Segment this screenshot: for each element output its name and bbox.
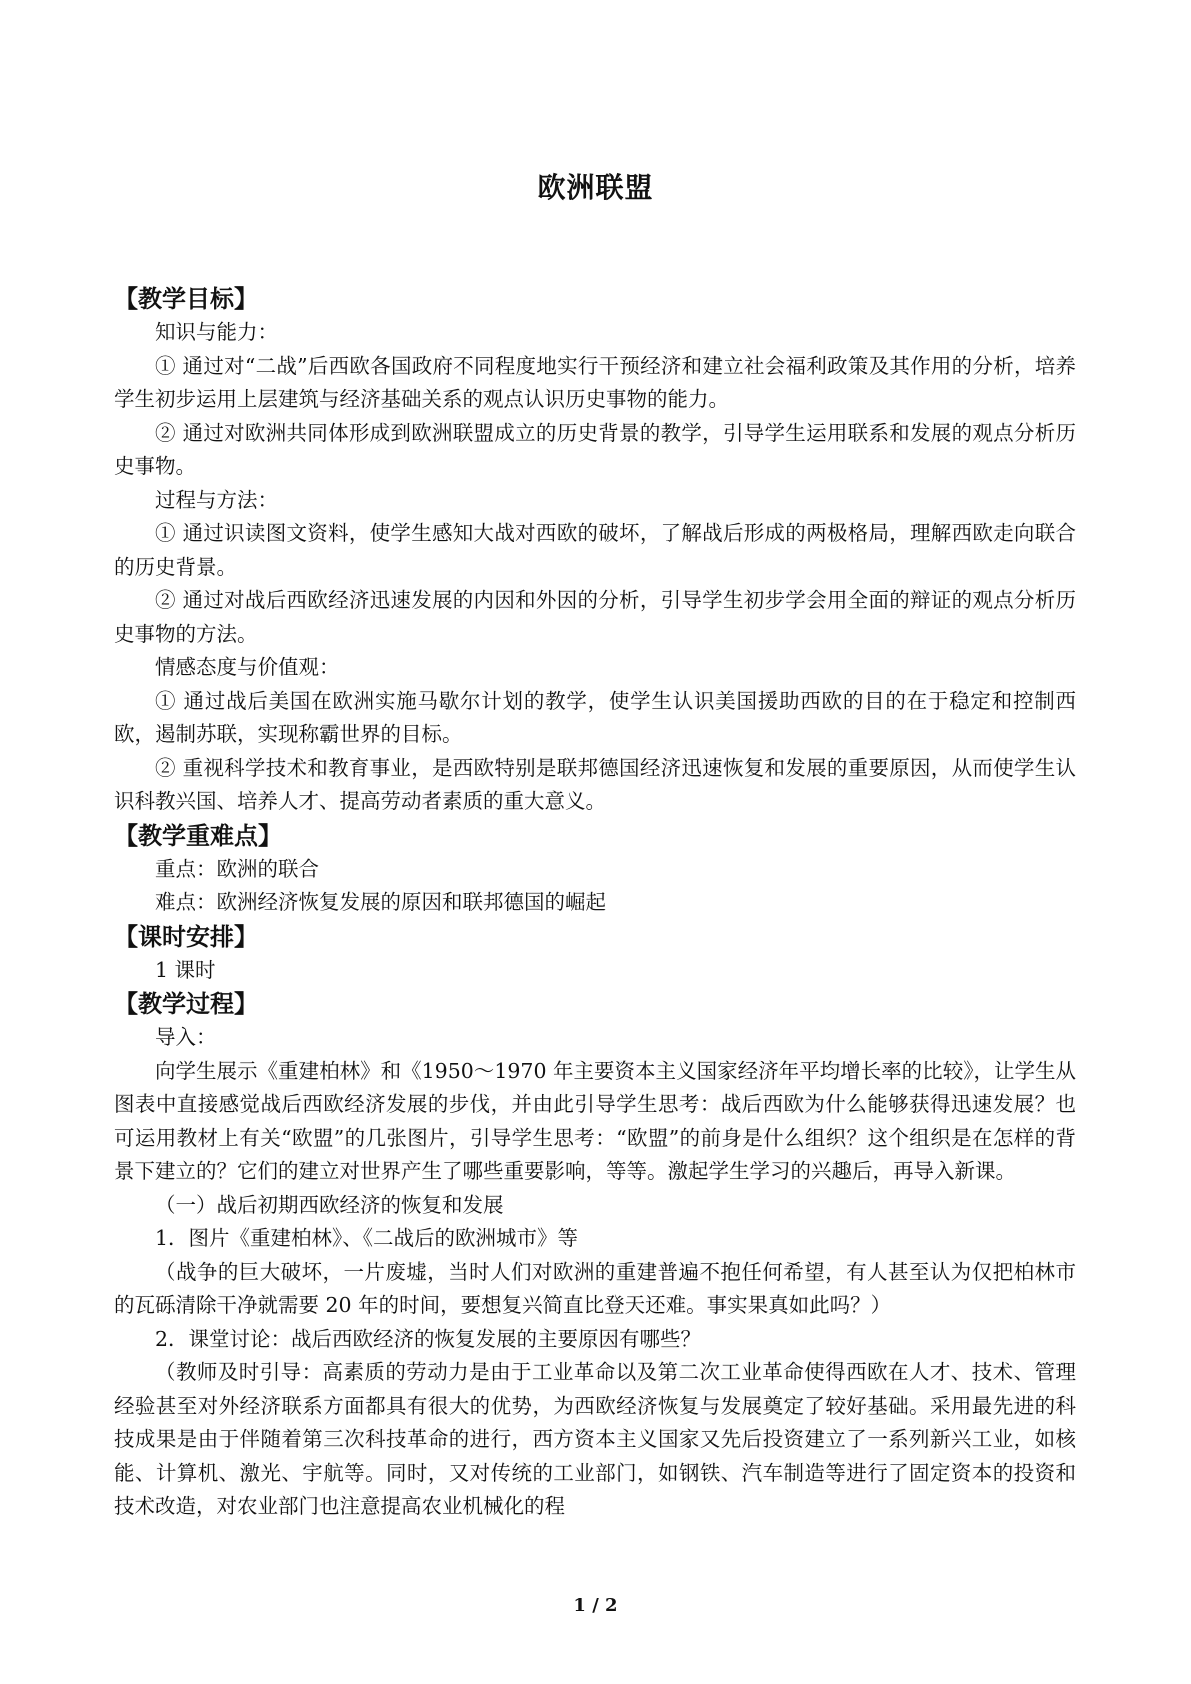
document-body xyxy=(114,282,1076,1524)
subheading-process: 过程与方法： xyxy=(155,487,278,512)
section-heading-schedule: 【课时安排】 xyxy=(114,922,258,951)
paragraph-knowledge-1: ① 通过对“二战”后西欧各国政府不同程度地实行干预经济和建立社会福利政策及其作用的分析，培养学生初步运用上层建筑与经济基础关系的观点认识历史事物的能力。 xyxy=(114,353,1076,411)
section-heading-key-points: 【教学重难点】 xyxy=(114,821,282,850)
paragraph-process-1: ① 通过识读图文资料，使学生感知大战对西欧的破坏，了解战后形成的两极格局，理解西欧走向联合的历史背景。 xyxy=(114,521,1076,579)
paragraph-attitude-1: ① 通过战后美国在欧洲实施马歇尔计划的教学，使学生认识美国援助西欧的目的在于稳定和控制西欧，遏制苏联，实现称霸世界的目标。 xyxy=(114,688,1076,746)
page-title: 欧洲联盟 xyxy=(537,171,654,204)
paragraph-item-2-note: （教师及时引导：高素质的劳动力是由于工业革命以及第二次工业革命使得西欧在人才、技术、管理经验甚至对外经济联系方面都具有很大的优势，为西欧经济恢复与发展奠定了较好基础。采用最先进的科技成果是由于伴随着第三次科技革命的进行，西方资本主义国家又先后投资建立了一系列新兴工业，如核能、计算机、激光、宇航等。同时，又对传统的工业部门，如钢铁、汽车制造等进行了固定资本的投资和技术改造，对农业部门也注意提高农业机械化的程 xyxy=(114,1360,1076,1518)
paragraph-process-2: ② 通过对战后西欧经济迅速发展的内因和外因的分析，引导学生初步学会用全面的辩证的观点分析历史事物的方法。 xyxy=(114,588,1076,646)
section-heading-process: 【教学过程】 xyxy=(114,990,258,1018)
page-number: 1 / 2 xyxy=(573,1595,618,1616)
section-heading-goals: 【教学目标】 xyxy=(114,285,258,313)
list-item-1: 1．图片《重建柏林》、《二战后的欧洲城市》等 xyxy=(155,1226,579,1250)
paragraph-knowledge-2: ② 通过对欧洲共同体形成到欧洲联盟成立的历史背景的教学，引导学生运用联系和发展的观点分析历史事物。 xyxy=(114,420,1076,478)
paragraph-difficult-point: 难点：欧洲经济恢复发展的原因和联邦德国的崛起 xyxy=(155,890,606,914)
subheading-attitude: 情感态度与价值观： xyxy=(155,655,340,679)
paragraph-key-point: 重点：欧洲的联合 xyxy=(155,856,319,881)
subheading-part-1: （一）战后初期西欧经济的恢复和发展 xyxy=(155,1192,504,1217)
paragraph-hours: 1 课时 xyxy=(155,957,216,982)
paragraph-item-1-note: （战争的巨大破坏，一片废墟，当时人们对欧洲的重建普遍不抱任何希望，有人甚至认为仅把柏林市的瓦砾清除干净就需要 20 年的时间，要想复兴简直比登天还难。事实果真如此吗？） xyxy=(114,1259,1076,1317)
paragraph-attitude-2: ② 重视科学技术和教育事业，是西欧特别是联邦德国经济迅速恢复和发展的重要原因，从而使学生认识科教兴国、培养人才、提高劳动者素质的重大意义。 xyxy=(114,755,1076,813)
paragraph-intro: 向学生展示《重建柏林》和《1950～1970 年主要资本主义国家经济年平均增长率的比较》，让学生从图表中直接感觉战后西欧经济发展的步伐，并由此引导学生思考：战后西欧为什么能够获得迅速发展？也可运用教材上有关“欧盟”的几张图片，引导学生思考：“欧盟”的前身是什么组织？这个组织是在怎样的背景下建立的？它们的建立对世界产生了哪些重要影响，等等。激起学生学习的兴趣后，再导入新课。 xyxy=(114,1058,1076,1183)
subheading-intro: 导入： xyxy=(155,1025,217,1049)
subheading-knowledge: 知识与能力： xyxy=(155,320,278,344)
list-item-2: 2．课堂讨论：战后西欧经济的恢复发展的主要原因有哪些？ xyxy=(155,1326,702,1351)
